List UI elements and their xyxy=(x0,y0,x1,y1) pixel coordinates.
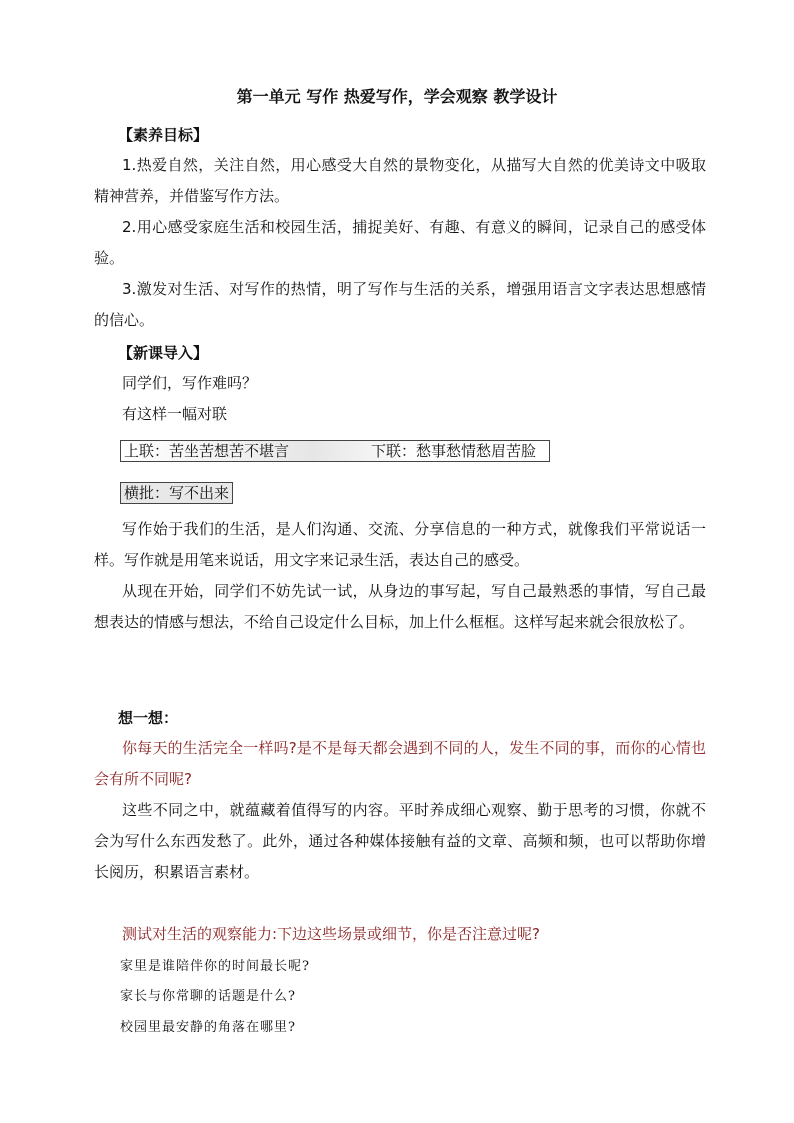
intro-line-1: 同学们，写作难吗？ xyxy=(122,374,258,392)
couplet-upper: 上联：苦坐苦想苦不堪言 xyxy=(124,442,290,460)
couplet-horizontal: 横批：写不出来 xyxy=(120,482,233,504)
think-question: 你每天的生活完全一样吗?是不是每天都会遇到不同的人，发生不同的事，而你的心情也会有所不同呢? xyxy=(94,739,706,788)
think-heading: 想一想： xyxy=(118,709,179,727)
goal-item-2: 2.用心感受家庭生活和校园生活，捕捉美好、有趣、有意义的瞬间，记录自己的感受体验。 xyxy=(94,218,706,267)
observation-question-3: 校园里最安静的角落在哪里? xyxy=(120,1020,296,1035)
intro-heading: 【新课导入】 xyxy=(118,344,209,362)
couplet-box xyxy=(120,440,550,462)
goal-item-3: 3.激发对生活、对写作的热情，明了写作与生活的关系，增强用语言文字表达思想感情的信心。 xyxy=(94,280,706,329)
couplet-lower: 下联：愁事愁情愁眉苦脸 xyxy=(371,442,537,460)
intro-line-2: 有这样一幅对联 xyxy=(122,405,228,423)
observation-question-1: 家里是谁陪伴你的时间最长呢? xyxy=(120,959,310,974)
goals-heading: 【素养目标】 xyxy=(118,126,209,144)
goal-item-1: 1.热爱自然，关注自然，用心感受大自然的景物变化，从描写大自然的优美诗文中吸取精神营养，并借鉴写作方法。 xyxy=(94,156,706,205)
observation-question-2: 家长与你常聊的话题是什么? xyxy=(120,989,296,1004)
think-answer: 这些不同之中，就蕴藏着值得写的内容。平时养成细心观察、勤于思考的习惯，你就不会为写什么东西发愁了。此外，通过各种媒体接触有益的文章、高频和频，也可以帮助你增长阅历，积累语言素材。 xyxy=(94,801,706,881)
paragraph-2: 从现在开始，同学们不妨先试一试，从身边的事写起，写自己最熟悉的事情，写自己最想表达的情感与想法，不给自己设定什么目标，加上什么框框。这样写起来就会很放松了。 xyxy=(94,582,706,631)
paragraph-1: 写作始于我们的生活，是人们沟通、交流、分享信息的一种方式，就像我们平常说话一样。写作就是用笔来说话，用文字来记录生活，表达自己的感受。 xyxy=(94,520,706,569)
test-line: 测试对生活的观察能力:下边这些场景或细节，你是否注意过呢? xyxy=(122,925,541,943)
page-title: 第一单元 写作 热爱写作，学会观察 教学设计 xyxy=(236,87,558,106)
